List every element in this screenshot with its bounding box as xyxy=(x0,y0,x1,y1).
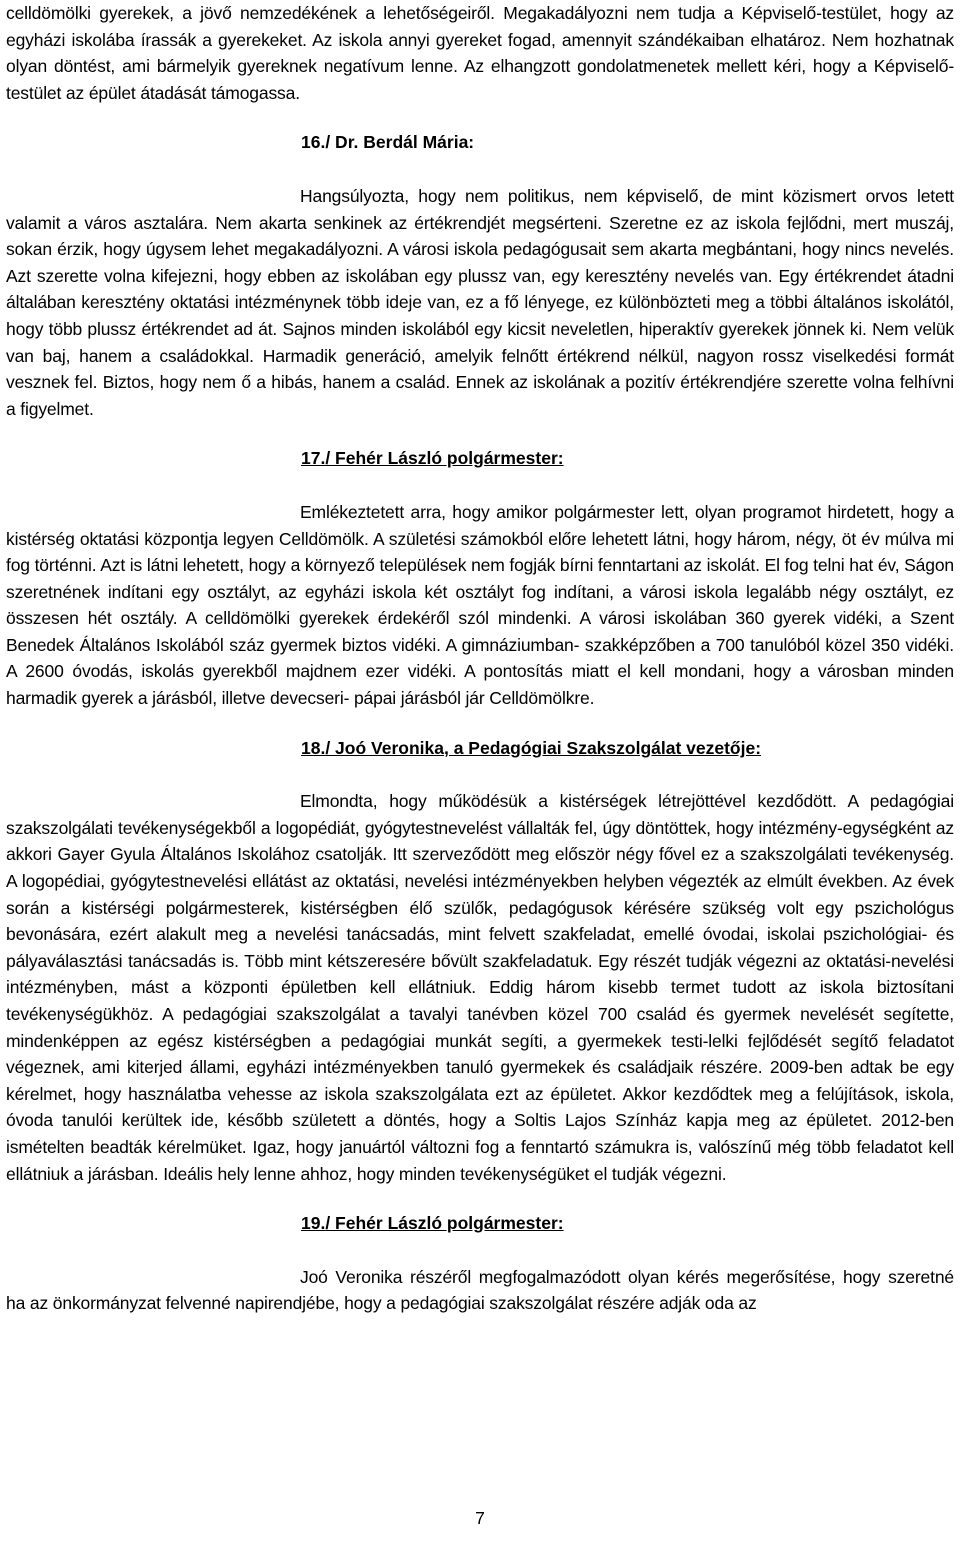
section-paragraph: Elmondta, hogy működésük a kistérségek létrejöttével kezdődött. A pedagógiai szakszolgálati tevékenységekből a logopédiát, gyógytestnevelést vállalták fel, úgy döntöttek, hogy intézmény-egységként az akkori Gayer Gyula Általános Iskolához csatolják. Itt szerveződött meg először négy fővel ez a szakszolgálati tevékenység. A logopédiai, gyógytestnevelési ellátást az oktatási, nevelési intézményekben helyben végezték az elmúlt években. Az évek során a kistérségi polgármesterek, kistérségben élő szülők, pedagógusok kérésére szükség volt egy pszichológus bevonására, ezért alakult meg a nevelési tanácsadás, mint felvett szakfeladat, emellé óvodai, iskolai pszichológiai- és pályaválasztási tanácsadás is. Több mint kétszeresére bővült szakfeladatuk. Egy részét tudják végezni az oktatási-nevelési intézményben, mást a központi épületben kell ellátniuk. Eddig három kisebb termet tudott az iskola biztosítani tevékenységükhöz. A pedagógiai szakszolgálat a tavalyi tanévben közel 700 család és gyermek nevelését segítette, mindenképpen az egész kistérségben a pedagógiai munkát segíti, a gyermekek testi-lelki fejlődését segítő feladatot végeznek, ami kiterjed állami, egyházi intézményekben tanuló gyermekek és családjaik részére. 2009-ben adtak be egy kérelmet, hogy használatba vehesse az iskola szakszolgálata ezt az épületet. Akkor kezdődtek meg a felújítások, iskola, óvoda tanulói kerültek ide, később született a döntés, hogy a Soltis Lajos Színház kapja meg az épületet. 2012-ben ismételten beadták kérelmüket. Igaz, hogy januártól változni fog a fenntartó számukra is, valószínű még több feladatot kell ellátniuk a járásban. Ideális hely lenne ahhoz, hogy minden tevékenységüket el tudják végezni. xyxy=(6,791,954,1184)
section-title: / Dr. Berdál Mária: xyxy=(325,132,475,153)
section-paragraph: Emlékeztetett arra, hogy amikor polgármester lett, olyan programot hirdetett, hogy a kistérség oktatási központja legyen Celldömölk. A születési számokból előre lehetett látni, hogy három, négy, öt év múlva mi fog történni. Azt is látni lehetett, hogy a környező települések nem fogják bírni fenntartani az iskolát. El fog telni hat év, Ságon szeretnének indítani egy osztályt, az egyházi iskola két osztályt fog indítani, a városi iskola legalább négy osztályt, ez összesen hét osztály. A celldömölki gyerekek érdekéről szól mindenki. A városi iskolában 360 gyerek vidéki, a Szent Benedek Általános Iskolából száz gyermek biztos vidéki. A gimnáziumban- szakképzőben a 700 tanulóból közel 350 vidéki. A 2600 óvodás, iskolás gyerekből majdnem ezer vidéki. A pontosítás miatt el kell mondani, hogy a városban minden harmadik gyerek a járásból, illetve devecseri- pápai járásból jár Celldömölkre. xyxy=(6,501,954,709)
section-19 xyxy=(6,1210,954,1317)
section-heading xyxy=(6,445,954,472)
section-17 xyxy=(6,445,954,711)
section-16 xyxy=(6,129,954,422)
section-heading xyxy=(6,129,954,156)
section-title: / Joó Veronika, a Pedagógiai Szakszolgálat vezetője: xyxy=(325,737,762,758)
section-paragraph: Joó Veronika részéről megfogalmazódott olyan kérés megerősítése, hogy szeretné ha az önkormányzat felvenné napirendjébe, hogy a pedagógiai szakszolgálat részére adják oda az xyxy=(6,1266,954,1314)
intro-paragraph: celldömölki gyerekek, a jövő nemzedékének a lehetőségeiről. Megakadályozni nem tudja a Képviselő-testület, hogy az egyházi iskolába írassák a gyerekeket. Az iskola annyi gyereket fogad, amennyit szándékaiban elhatároz. Nem hozhatnak olyan döntést, ami bármelyik gyereknek negatívum lenne. Az elhangzott gondolatmenetek mellett kéri, hogy a Képviselő-testület az épület átadását támogassa. xyxy=(6,3,954,103)
section-paragraph: Hangsúlyozta, hogy nem politikus, nem képviselő, de mint közismert orvos letett valamit a város asztalára. Nem akarta senkinek az értékrendjét megsérteni. Szeretne ez az iskola fejlődni, mert muszáj, sokan érzik, hogy úgysem lehet megakadályozni. A városi iskola pedagógusait sem akarta megbántani, hogy nincs nevelés. Azt szerette volna kifejezni, hogy ebben az iskolában egy plussz van, egy keresztény nevelés van. Egy értékrendet átadni általában keresztény oktatási intézménynek több ideje van, ez a fő lényege, ez különbözteti meg a többi általános iskolától, hogy több plussz értékrendet ad át. Sajnos minden iskolából egy kicsit neveletlen, hiperaktív gyerekek jönnek ki. Nem velük van baj, hanem a családokkal. Harmadik generáció, amelyik felnőtt értékrend nélkül, nagyon rossz viselkedési formát vesznek fel. Biztos, hogy nem ő a hibás, hanem a család. Ennek az iskolának a pozitív értékrendjére szerette volna felhívni a figyelmet. xyxy=(6,185,954,419)
section-number: 18. xyxy=(301,737,326,758)
section-heading xyxy=(6,1210,954,1237)
section-number: 17. xyxy=(301,448,326,469)
section-heading xyxy=(6,735,954,762)
section-number: 16. xyxy=(301,132,326,153)
page-number: 7 xyxy=(475,1508,485,1528)
section-title: / Fehér László polgármester: xyxy=(325,1213,564,1234)
section-title: / Fehér László polgármester: xyxy=(325,448,564,469)
section-number: 19. xyxy=(301,1213,326,1234)
section-18 xyxy=(6,735,954,1188)
